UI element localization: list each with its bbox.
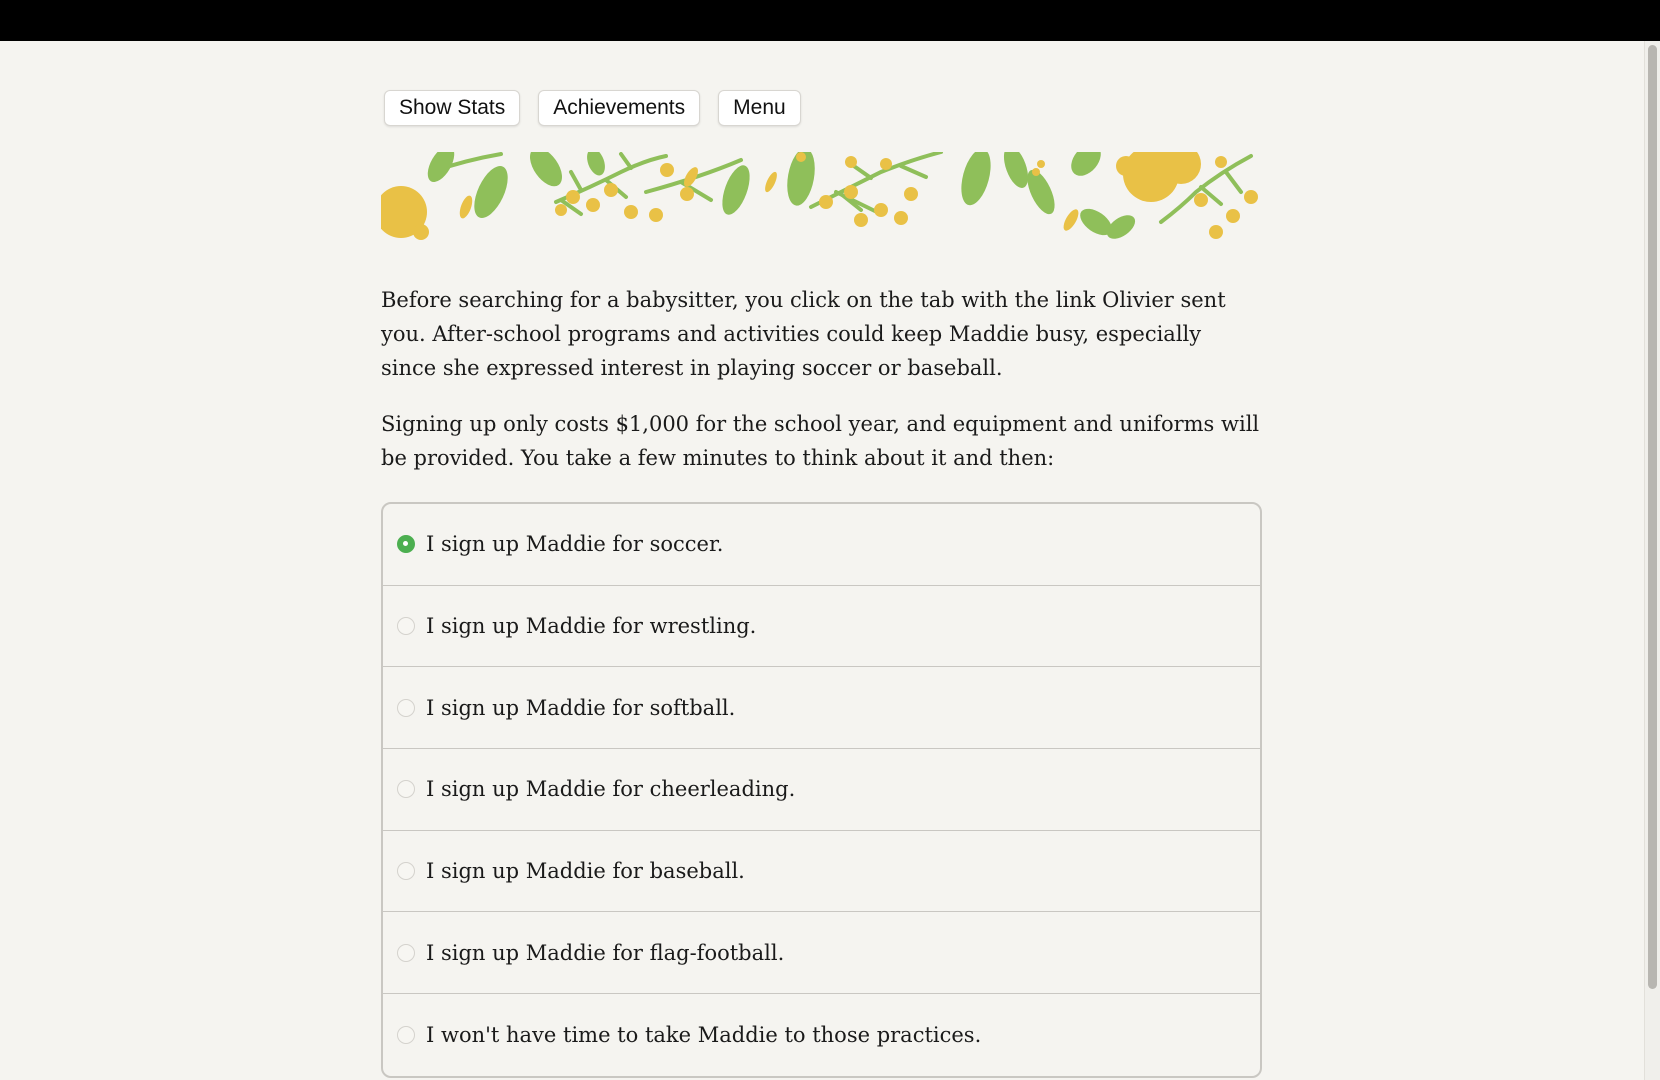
page-scrollbar[interactable]: [1644, 41, 1660, 1080]
choice-option[interactable]: [383, 749, 1260, 831]
choice-option[interactable]: [383, 586, 1260, 668]
radio-button[interactable]: [397, 862, 415, 880]
radio-button[interactable]: [397, 780, 415, 798]
show-stats-button[interactable]: Show Stats: [384, 90, 520, 126]
story-paragraph: Before searching for a babysitter, you click on the tab with the link Olivier sent you. After-school programs and activities could keep Maddie busy, especially since she expressed interest in playing soccer or baseball.: [381, 288, 1226, 380]
choice-label: I sign up Maddie for flag-football.: [426, 940, 785, 965]
choice-option[interactable]: [383, 994, 1260, 1076]
choice-label: I sign up Maddie for softball.: [426, 695, 736, 720]
lemon-branch-banner: [381, 152, 1262, 244]
toolbar: [384, 90, 801, 126]
browser-top-bar: [0, 0, 1660, 41]
radio-button-selected[interactable]: [397, 535, 415, 553]
story-paragraph: Signing up only costs $1,000 for the school year, and equipment and uniforms will be provided. You take a few minutes to think about it and then:: [381, 412, 1260, 470]
choice-option[interactable]: [383, 831, 1260, 913]
choice-option[interactable]: [383, 912, 1260, 994]
choice-option[interactable]: [383, 667, 1260, 749]
choice-label: I sign up Maddie for soccer.: [426, 532, 724, 557]
choice-option[interactable]: [383, 504, 1260, 586]
choice-label: I sign up Maddie for cheerleading.: [426, 777, 796, 802]
radio-button[interactable]: [397, 617, 415, 635]
achievements-button[interactable]: Achievements: [538, 90, 700, 126]
scrollbar-thumb[interactable]: [1648, 45, 1657, 989]
choice-label: I sign up Maddie for baseball.: [426, 859, 745, 884]
choice-label: I won't have time to take Maddie to those practices.: [426, 1022, 982, 1047]
choice-label: I sign up Maddie for wrestling.: [426, 614, 757, 639]
menu-button[interactable]: Menu: [718, 90, 801, 126]
choice-list: [381, 502, 1262, 1078]
radio-button[interactable]: [397, 699, 415, 717]
story-text: [381, 283, 1262, 497]
radio-button[interactable]: [397, 944, 415, 962]
radio-button[interactable]: [397, 1026, 415, 1044]
